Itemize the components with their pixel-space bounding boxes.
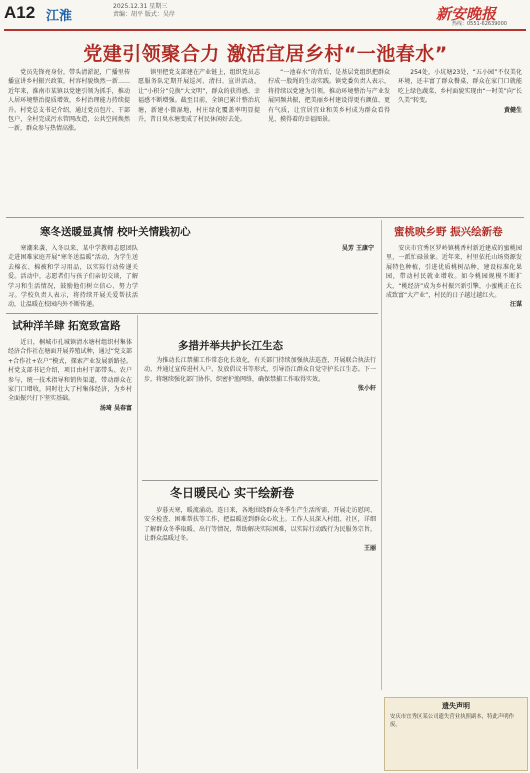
honey-story-headline: 蜜桃映乡野 振兴绘新卷 xyxy=(394,226,503,238)
newspaper-logo: 新安晚报 xyxy=(436,5,497,23)
section-name: 江淮 xyxy=(46,9,73,24)
notice-title: 遗失声明 xyxy=(442,702,470,710)
gov-story-byline: 汤琦 吴春富 xyxy=(99,404,132,412)
pension-story-body xyxy=(144,356,376,476)
lead-story-byline: 黄健生 xyxy=(503,106,522,114)
issue-date: 2025.12.31 星期三 xyxy=(113,3,168,10)
honey-story-body xyxy=(386,244,522,688)
pension-story-text: 为推动长江禁捕工作常态化长效化，有关部门持续加强执法巡查，开展联合执法行动，并通过宣传进村入户、发放倡议书等形式，引导沿江群众自觉守护长江生态。下一步，将继续强化部门协作，织密护渔网络，确保禁捕工作取得实效。 xyxy=(144,357,376,383)
honey-story-byline: 汪谋 xyxy=(509,301,522,309)
winter-story-text: 岁暮天寒，暖流涌动。连日来，各地围绕群众冬季生产生活所需，开展走访慰问、安全检查、困难帮扶等工作，把温暖送到群众心坎上。工作人员深入村组、社区，详细了解群众冬季取暖、出行等情况，帮助解决实际困难，以实际行动践行为民服务宗旨，让群众温暖过冬。 xyxy=(144,507,376,543)
lead-story-col3: “一池春水”的背后，是基层党组织把群众拧成一股绳的生动实践。镇党委负责人表示，将持续以党建为引领，推动环境整治与产业发展同频共振，把美丽乡村建设得更有颜值、更有气质，让宜居宜业和美乡村成为群众看得见、摸得着的幸福图景。 xyxy=(268,69,390,124)
honey-story-text: 安庆市宜秀区罗岭镇桃香村新近建成的蜜桃园里，一派忙碌景象。近年来，村里依托山场资源发展特色种植，引进优质桃树品种，建设标准化果园，带动村民就业增收。如今桃园规模不断扩大，“桃经济”成为乡村振兴新引擎，小蜜桃正在长成致富“大产业”，村民的日子越过越红火。 xyxy=(386,245,522,300)
cold-story-byline: 吴芳 王康宁 xyxy=(341,245,374,252)
pension-story-byline: 张小轩 xyxy=(357,385,376,393)
divider xyxy=(6,217,524,218)
pension-story-headline: 多措并举共护长江生态 xyxy=(178,340,283,352)
hotline: 热线：0551-62639000 xyxy=(452,21,507,27)
winter-story-headline: 冬日暖民心 实干绘新卷 xyxy=(170,486,295,500)
winter-story-byline: 王丽 xyxy=(363,544,376,552)
masthead-rule xyxy=(4,29,526,31)
winter-story-body xyxy=(144,506,376,768)
divider xyxy=(6,313,378,314)
lead-story-col1: 党员先锋亮身份，带头清淤泥，广播里传播宣讲乡村振兴政策，村容村貌焕然一新……近年来，淮南市某镇以党建引领为抓手，推动人居环境整治提质增效，乡村治理能力持续提升。村党总支书记介绍，通过党员包片、干部包户，全村完成污水管网改造，公共空间焕然一新，群众参与热情高涨。 xyxy=(8,69,130,133)
lead-story-col2: 镇里把党支部建在产业链上，组织党员志愿服务队定期开展巡河、清扫、宣讲活动，让“小积分”兑换“大文明”，群众的获得感、幸福感不断增强。截至目前，全镇已累计整治坑塘，新建小微湿地，村庄绿化覆盖率明显提升，昔日臭水塘变成了村民休闲好去处。 xyxy=(138,69,260,124)
column-divider xyxy=(381,220,382,690)
cold-story-body-a: 寒潮来袭，入冬以来，某中学教师志愿团队走进困难家庭开展“寒冬送温暖”活动，为学生送去棉衣、棉被和学习用品，以实际行动传递关爱。活动中，志愿者们与孩子们亲切交谈，了解学习和生活情况，鼓励他们树立信心、努力学习。学校负责人表示，将持续开展关爱帮扶活动，让温暖在校园内外不断传递。 xyxy=(8,245,138,308)
editor-credits: 责编：胡平 版式：吴岸 xyxy=(113,11,175,18)
cold-story-body-b xyxy=(146,244,374,308)
cold-story-headline: 寒冬送暖显真情 校叶关情践初心 xyxy=(40,226,191,238)
masthead xyxy=(0,0,530,34)
gov-story-headline: 试种洋羊肆 拓宽致富路 xyxy=(12,320,121,332)
lead-story-col4 xyxy=(398,68,522,208)
issue-meta xyxy=(113,3,175,19)
notice-box xyxy=(384,697,528,771)
divider xyxy=(142,480,378,481)
page-number: A12 xyxy=(4,3,36,22)
notice-text: 安庆市宜秀区某公司遗失营业执照副本，特此声明作废。 xyxy=(390,714,514,729)
lead-story-col4-text: 254处，小坑塘23处，“五小园”不仅美化环境，还丰富了群众餐桌，群众在家门口就能吃上绿色蔬菜，乡村面貌实现由“一时美”向“长久美”转变。 xyxy=(398,69,522,105)
gov-story-text: 近日，桐城市孔城镇清水塘村组织村集体经济合作社在塘面开展养殖试种，通过“党支部+合作社+农户”模式，探索产业发展新路径。村党支部书记介绍，项目由村干部带头、农户参与，统一技术指导和销售渠道，带动群众在家门口增收，同时壮大了村集体经济，为乡村全面振兴打下坚实基础。 xyxy=(8,339,132,403)
gov-story-body xyxy=(8,338,132,768)
main-headline: 党建引领聚合力 激活宜居乡村“一池春水” xyxy=(83,43,448,65)
column-divider xyxy=(137,315,138,769)
